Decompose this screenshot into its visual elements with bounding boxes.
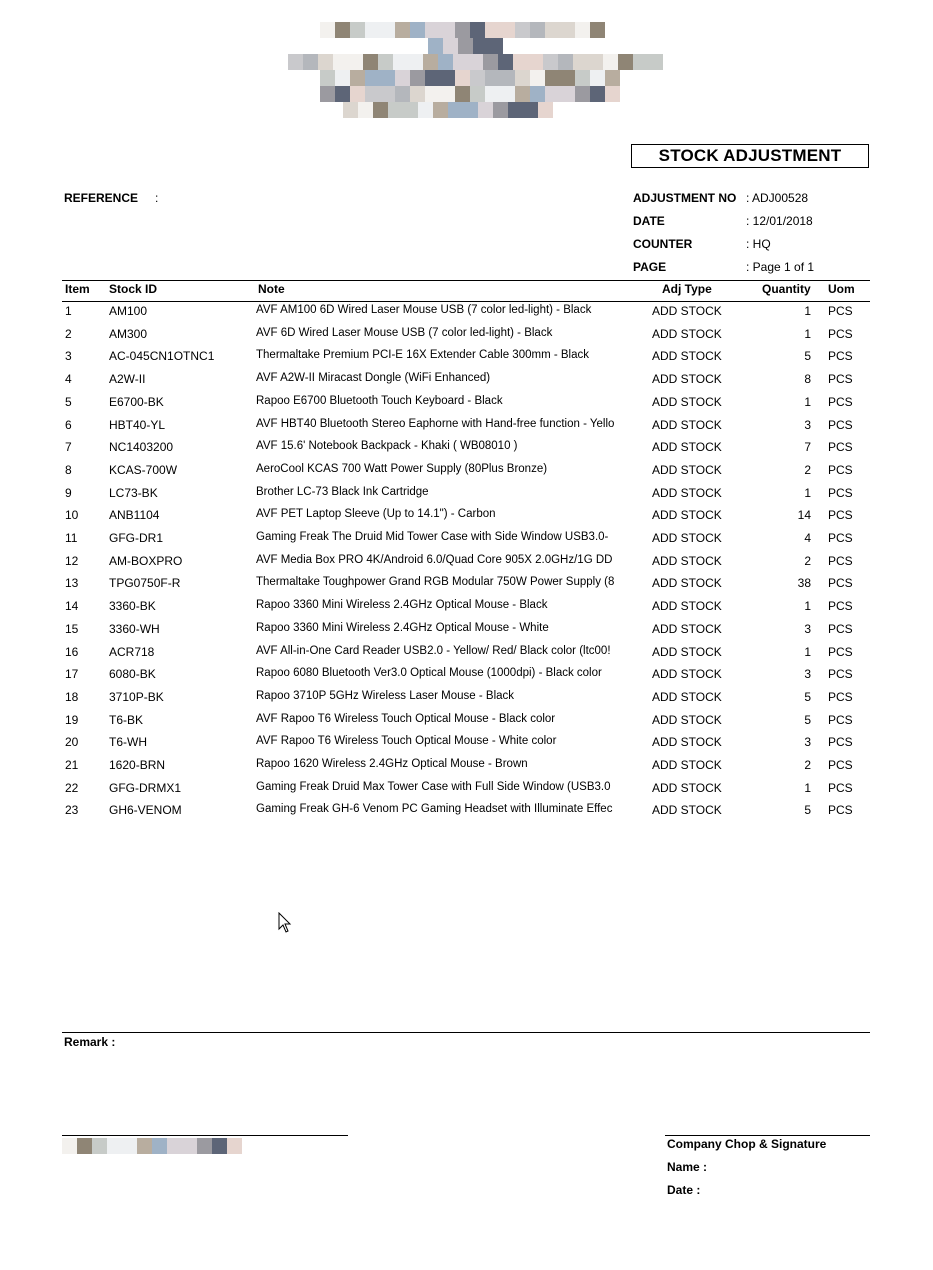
document-title: STOCK ADJUSTMENT <box>631 144 869 168</box>
cell-adj-type: ADD STOCK <box>652 553 722 568</box>
table-row <box>0 372 933 394</box>
cell-stock-id: 3360-BK <box>109 599 156 614</box>
adjustment-no-value: : ADJ00528 <box>746 191 809 205</box>
cell-uom: PCS <box>828 531 853 545</box>
cell-item: 17 <box>65 667 79 682</box>
page-label: PAGE <box>633 260 667 274</box>
cell-adj-type: ADD STOCK <box>652 644 722 659</box>
cell-quantity: 2 <box>804 553 811 568</box>
cell-stock-id: HBT40-YL <box>109 417 166 432</box>
cell-stock-id: 3710P-BK <box>109 689 164 704</box>
cell-uom: PCS <box>828 644 853 659</box>
cell-item: 3 <box>65 349 72 364</box>
reference-colon: : <box>155 191 159 205</box>
cell-uom: PCS <box>828 599 853 614</box>
cell-item: 4 <box>65 372 72 387</box>
cell-uom: PCS <box>828 667 853 682</box>
table-row <box>0 304 933 326</box>
remark-rule <box>62 1032 870 1033</box>
cell-item: 10 <box>65 508 79 523</box>
header-uom: Uom <box>828 282 855 296</box>
cell-quantity: 5 <box>804 689 811 704</box>
cell-item: 8 <box>65 462 72 477</box>
cell-adj-type: ADD STOCK <box>652 485 722 500</box>
cell-quantity: 1 <box>804 304 811 318</box>
cell-note: AVF Media Box PRO 4K/Android 6.0/Quad Core 905X 2.0GHz/1G DD <box>256 553 613 566</box>
cell-item: 20 <box>65 735 79 750</box>
cell-adj-type: ADD STOCK <box>652 304 722 318</box>
cell-stock-id: A2W-II <box>109 372 146 387</box>
table-row <box>0 758 933 780</box>
cell-quantity: 5 <box>804 712 811 727</box>
cell-adj-type: ADD STOCK <box>652 621 722 636</box>
cell-note: Rapoo 6080 Bluetooth Ver3.0 Optical Mouse (1000dpi) - Black color <box>256 667 602 680</box>
cell-quantity: 1 <box>804 394 811 409</box>
table-row <box>0 645 933 667</box>
cell-item: 18 <box>65 689 79 704</box>
cell-adj-type: ADD STOCK <box>652 531 722 545</box>
cell-note: Rapoo 3360 Mini Wireless 2.4GHz Optical Mouse - Black <box>256 599 548 612</box>
cell-quantity: 1 <box>804 780 811 795</box>
cell-stock-id: T6-WH <box>109 735 147 750</box>
cell-stock-id: KCAS-700W <box>109 462 178 477</box>
table-row <box>0 599 933 621</box>
table-row <box>0 781 933 803</box>
cell-stock-id: ACR718 <box>109 644 155 659</box>
cell-uom: PCS <box>828 394 853 409</box>
cell-uom: PCS <box>828 712 853 727</box>
cell-uom: PCS <box>828 304 853 318</box>
header-item: Item <box>65 282 90 296</box>
cell-stock-id: GFG-DRMX1 <box>109 780 181 795</box>
cell-note: AVF HBT40 Bluetooth Stereo Eaphorne with Hand-free function - Yello <box>256 417 615 430</box>
cell-item: 19 <box>65 712 79 727</box>
cell-item: 5 <box>65 394 72 409</box>
cell-note: AVF All-in-One Card Reader USB2.0 - Yellow/ Red/ Black color (ltc00! <box>256 644 611 657</box>
cell-uom: PCS <box>828 576 853 591</box>
cell-adj-type: ADD STOCK <box>652 758 722 772</box>
cell-note: Rapoo 3710P 5GHz Wireless Laser Mouse - Black <box>256 689 515 702</box>
cell-item: 7 <box>65 440 72 455</box>
cell-stock-id: GFG-DR1 <box>109 531 163 545</box>
cell-quantity: 5 <box>804 349 811 364</box>
cell-item: 16 <box>65 644 79 659</box>
header-quantity: Quantity <box>762 282 811 296</box>
cell-item: 13 <box>65 576 79 591</box>
cell-note: Brother LC-73 Black Ink Cartridge <box>256 485 429 498</box>
company-chop-label: Company Chop & Signature <box>667 1137 827 1151</box>
cell-note: AeroCool KCAS 700 Watt Power Supply (80Plus Bronze) <box>256 462 548 475</box>
cell-stock-id: 1620-BRN <box>109 758 166 772</box>
cell-note: AVF AM100 6D Wired Laser Mouse USB (7 color led-light) - Black <box>256 304 592 316</box>
cell-stock-id: E6700-BK <box>109 394 164 409</box>
cell-note: AVF A2W-II Miracast Dongle (WiFi Enhanced) <box>256 372 491 385</box>
cell-uom: PCS <box>828 417 853 432</box>
table-row <box>0 349 933 371</box>
cell-note: Thermaltake Toughpower Grand RGB Modular 750W Power Supply (8 <box>256 576 615 589</box>
cell-adj-type: ADD STOCK <box>652 599 722 614</box>
cell-adj-type: ADD STOCK <box>652 712 722 727</box>
cell-adj-type: ADD STOCK <box>652 735 722 750</box>
cell-uom: PCS <box>828 349 853 364</box>
cell-item: 1 <box>65 304 72 318</box>
cell-note: Thermaltake Premium PCI-E 16X Extender Cable 300mm - Black <box>256 349 589 362</box>
cell-stock-id: LC73-BK <box>109 485 158 500</box>
cell-quantity: 8 <box>804 372 811 387</box>
cell-quantity: 4 <box>804 531 811 545</box>
cell-stock-id: NC1403200 <box>109 440 174 455</box>
table-row <box>0 735 933 757</box>
cell-adj-type: ADD STOCK <box>652 372 722 387</box>
cell-note: Gaming Freak GH-6 Venom PC Gaming Headset with Illuminate Effec <box>256 803 613 816</box>
table-row <box>0 667 933 689</box>
header-adj-type: Adj Type <box>662 282 712 296</box>
table-row <box>0 440 933 462</box>
cell-adj-type: ADD STOCK <box>652 417 722 432</box>
page-value: : Page 1 of 1 <box>746 260 815 274</box>
cell-quantity: 14 <box>797 508 811 523</box>
cell-uom: PCS <box>828 621 853 636</box>
cell-uom: PCS <box>828 462 853 477</box>
cell-note: Gaming Freak Druid Max Tower Case with Full Side Window (USB3.0 <box>256 780 611 793</box>
cell-adj-type: ADD STOCK <box>652 440 722 455</box>
cell-quantity: 38 <box>797 576 811 591</box>
cell-quantity: 1 <box>804 599 811 614</box>
cell-adj-type: ADD STOCK <box>652 689 722 704</box>
cell-quantity: 3 <box>804 735 811 750</box>
cell-quantity: 3 <box>804 621 811 636</box>
cell-quantity: 2 <box>804 462 811 477</box>
cell-quantity: 3 <box>804 417 811 432</box>
table-header-rule <box>62 301 870 302</box>
cell-note: AVF PET Laptop Sleeve (Up to 14.1") - Carbon <box>256 508 496 521</box>
table-top-rule <box>62 280 870 281</box>
reference-label: REFERENCE <box>64 191 139 205</box>
cell-quantity: 3 <box>804 667 811 682</box>
table-row <box>0 713 933 735</box>
cell-stock-id: AM100 <box>109 304 148 318</box>
table-row <box>0 395 933 417</box>
cell-stock-id: T6-BK <box>109 712 144 727</box>
cell-stock-id: TPG0750F-R <box>109 576 181 591</box>
cell-adj-type: ADD STOCK <box>652 508 722 523</box>
table-row <box>0 327 933 349</box>
cell-adj-type: ADD STOCK <box>652 394 722 409</box>
table-row <box>0 803 933 825</box>
table-row <box>0 508 933 530</box>
cell-adj-type: ADD STOCK <box>652 803 722 818</box>
table-row <box>0 486 933 508</box>
cell-quantity: 2 <box>804 758 811 772</box>
cell-stock-id: AM300 <box>109 326 148 341</box>
adjustment-no-label: ADJUSTMENT NO <box>633 191 737 205</box>
cell-adj-type: ADD STOCK <box>652 780 722 795</box>
cell-item: 15 <box>65 621 79 636</box>
cell-item: 22 <box>65 780 79 795</box>
cell-note: Rapoo 1620 Wireless 2.4GHz Optical Mouse - Brown <box>256 758 528 770</box>
cell-adj-type: ADD STOCK <box>652 667 722 682</box>
cell-uom: PCS <box>828 780 853 795</box>
cell-note: Gaming Freak The Druid Mid Tower Case with Side Window USB3.0- <box>256 531 609 543</box>
signature-line-right <box>665 1135 870 1136</box>
cell-note: Rapoo 3360 Mini Wireless 2.4GHz Optical Mouse - White <box>256 621 549 634</box>
cell-note: AVF 6D Wired Laser Mouse USB (7 color led-light) - Black <box>256 326 553 339</box>
table-row <box>0 463 933 485</box>
header-note: Note <box>258 282 285 296</box>
cell-stock-id: 6080-BK <box>109 667 156 682</box>
table-row <box>0 531 933 553</box>
cell-stock-id: GH6-VENOM <box>109 803 182 818</box>
cell-note: AVF Rapoo T6 Wireless Touch Optical Mouse - White color <box>256 735 557 748</box>
cell-item: 6 <box>65 417 72 432</box>
table-row <box>0 418 933 440</box>
cell-note: Rapoo E6700 Bluetooth Touch Keyboard - Black <box>256 394 503 407</box>
table-row <box>0 554 933 576</box>
cell-adj-type: ADD STOCK <box>652 576 722 591</box>
cell-uom: PCS <box>828 758 853 772</box>
cell-note: AVF 15.6' Notebook Backpack - Khaki ( WB08010 ) <box>256 440 518 453</box>
cell-uom: PCS <box>828 326 853 341</box>
cell-stock-id: AC-045CN1OTNC1 <box>109 349 215 364</box>
date-label: DATE <box>633 214 665 228</box>
cell-quantity: 1 <box>804 485 811 500</box>
table-row <box>0 690 933 712</box>
date-value: : 12/01/2018 <box>746 214 813 228</box>
date-footer-label: Date : <box>667 1183 701 1197</box>
cell-item: 9 <box>65 485 72 500</box>
cell-note: AVF Rapoo T6 Wireless Touch Optical Mouse - Black color <box>256 712 556 725</box>
cell-stock-id: 3360-WH <box>109 621 160 636</box>
mouse-pointer-icon <box>278 912 292 934</box>
cell-quantity: 1 <box>804 644 811 659</box>
header-stock-id: Stock ID <box>109 282 158 296</box>
redacted-signature-name <box>62 1138 242 1154</box>
counter-label: COUNTER <box>633 237 693 251</box>
cell-item: 23 <box>65 803 79 818</box>
cell-stock-id: AM-BOXPRO <box>109 553 183 568</box>
cell-item: 2 <box>65 326 72 341</box>
cell-uom: PCS <box>828 803 853 818</box>
cell-item: 11 <box>65 531 78 545</box>
table-row <box>0 622 933 644</box>
name-label: Name : <box>667 1160 708 1174</box>
cell-stock-id: ANB1104 <box>109 508 160 523</box>
cell-item: 14 <box>65 599 79 614</box>
remark-label: Remark : <box>64 1035 116 1049</box>
cell-uom: PCS <box>828 372 853 387</box>
cell-quantity: 7 <box>804 440 811 455</box>
cell-uom: PCS <box>828 440 853 455</box>
cell-quantity: 5 <box>804 803 811 818</box>
cell-adj-type: ADD STOCK <box>652 462 722 477</box>
cell-adj-type: ADD STOCK <box>652 349 722 364</box>
cell-uom: PCS <box>828 508 853 523</box>
counter-value: : HQ <box>746 237 771 251</box>
redacted-company-header <box>288 22 663 118</box>
cell-quantity: 1 <box>804 326 811 341</box>
cell-uom: PCS <box>828 485 853 500</box>
cell-item: 21 <box>65 758 79 772</box>
signature-line-left <box>62 1135 348 1136</box>
cell-uom: PCS <box>828 553 853 568</box>
cell-adj-type: ADD STOCK <box>652 326 722 341</box>
cell-item: 12 <box>65 553 79 568</box>
table-row <box>0 576 933 598</box>
cell-uom: PCS <box>828 735 853 750</box>
cell-uom: PCS <box>828 689 853 704</box>
